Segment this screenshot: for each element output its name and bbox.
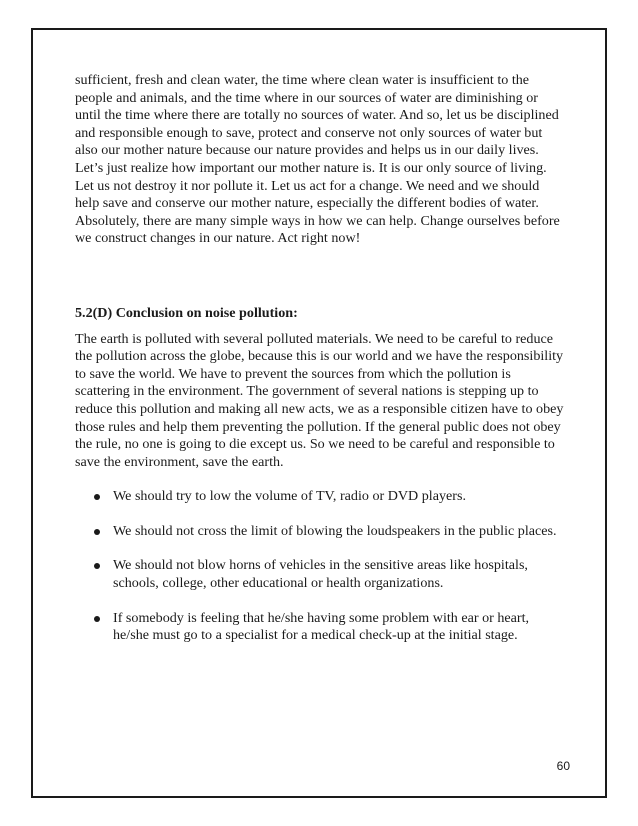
recommendation-list [75, 488, 565, 645]
bullet-icon [94, 616, 100, 622]
list-item-text: We should not blow horns of vehicles in the sensitive areas like hospitals, schools, college, other educational or health organizations. [113, 557, 528, 592]
page-number: 60 [556, 759, 570, 773]
list-item [75, 523, 565, 541]
bullet-icon [94, 563, 100, 569]
paragraph-water-conclusion: sufficient, fresh and clean water, the time where clean water is insufficient to the people and animals, and the time where in our sources of water are diminishing or until the time where there are totally no sources of water. And so, let us be disciplined and responsible enough to save, protect and conserve not only sources of water but also our mother nature because our nature provides and helps us in our daily lives. Let’s just realize how important our mother nature is. It is our only source of living. Let us not destroy it nor pollute it. Let us act for a change. We need and we should help save and conserve our mother nature, especially the different bodies of water. Absolutely, there are many simple ways in how we can help. Change ourselves before we construct changes in our nature. Act right now! [75, 72, 560, 247]
paragraph-noise-conclusion: The earth is polluted with several polluted materials. We need to be careful to reduce the pollution across the globe, because this is our world and we have the responsibility to save the world. We have to prevent the sources from which the pollution is scattering in the environment. The government of several nations is stepping up to reduce this pollution and making all new acts, we as a responsible citizen have to obey those rules and help them preventing the pollution. If the general public does not obey the rule, no one is going to die except us. So we need to be careful and responsible to save the environment, save the earth. [75, 330, 564, 470]
list-item [75, 488, 565, 506]
bullet-icon [94, 529, 100, 535]
list-item [75, 610, 565, 645]
list-item-text: We should try to low the volume of TV, radio or DVD players. [113, 488, 466, 505]
page-content [75, 72, 565, 662]
list-item [75, 557, 565, 592]
bullet-icon [94, 494, 100, 500]
list-item-text: We should not cross the limit of blowing the loudspeakers in the public places. [113, 522, 557, 539]
list-item-text: If somebody is feeling that he/she having some problem with ear or heart, he/she must go to a specialist for a medical check-up at the initial stage. [113, 609, 530, 644]
section-heading: 5.2(D) Conclusion on noise pollution: [75, 304, 298, 321]
